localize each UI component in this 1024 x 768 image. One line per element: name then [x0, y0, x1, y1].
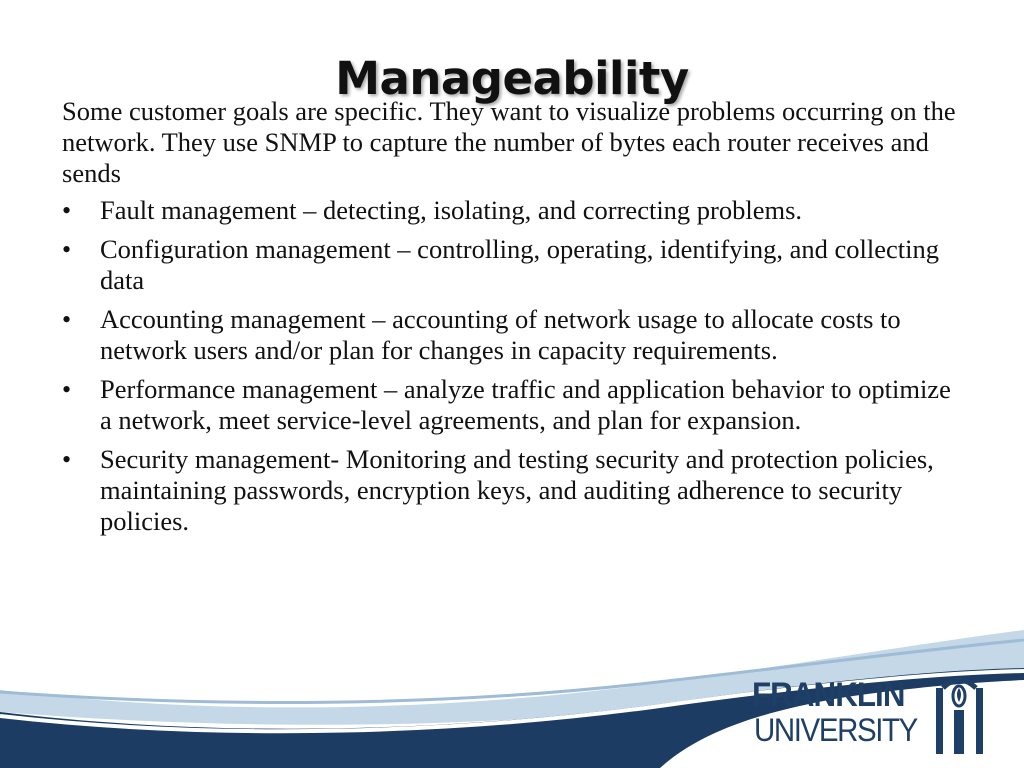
bullet-fault-management: • Fault management – detecting, isolating, and correcting problems. [62, 195, 967, 226]
bullet-configuration-management: • Configuration management – controlling, operating, identifying, and collecting data [62, 234, 967, 296]
intro-paragraph: Some customer goals are specific. They want to visualize problems occurring on the network. They use SNMP to capture the number of bytes each router receives and sends [62, 96, 956, 188]
logo-line2: UNIVERSITY [754, 712, 917, 748]
franklin-university-logo [752, 670, 1002, 760]
bullet-list [62, 195, 967, 537]
slide-title: Manageability [335, 52, 689, 106]
logo-line1: FRANKLIN [752, 676, 905, 714]
torch-emblem-icon [932, 670, 988, 756]
slide-body [62, 96, 967, 545]
bullet-security-management: • Security management- Monitoring and testing security and protection policies, maintaining passwords, encryption keys, and auditing adherence to security policies. [62, 444, 967, 537]
bullet-accounting-management: • Accounting management – accounting of network usage to allocate costs to network users and/or plan for changes in capacity requirements. [62, 304, 967, 366]
bullet-performance-management: • Performance management – analyze traffic and application behavior to optimize a network, meet service-level agreements, and plan for expansion. [62, 374, 967, 436]
